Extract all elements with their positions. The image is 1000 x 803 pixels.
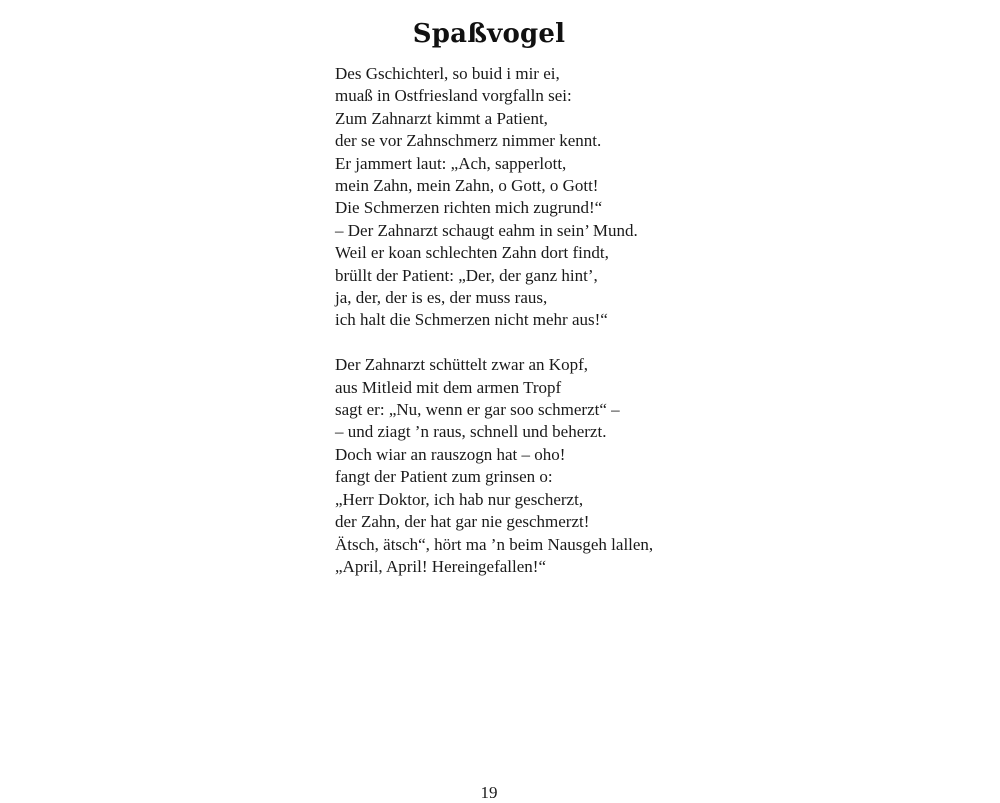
poem-line: Der Zahnarzt schüttelt zwar an Kopf, bbox=[335, 355, 588, 375]
poem-stanza-1 bbox=[335, 63, 735, 332]
poem-line: Ätsch, ätsch“, hört ma ’n beim Nausgeh lallen, bbox=[335, 534, 654, 554]
page-number: 19 bbox=[480, 783, 498, 802]
poem-line: „April, April! Hereingefallen!“ bbox=[335, 556, 546, 576]
poem-line: der se vor Zahnschmerz nimmer kennt. bbox=[335, 131, 602, 151]
poem-body bbox=[335, 63, 735, 578]
poem-line: Des Gschichterl, so buid i mir ei, bbox=[335, 64, 560, 83]
poem-line: – Der Zahnarzt schaugt eahm in sein’ Mund. bbox=[335, 220, 638, 240]
poem-line: Die Schmerzen richten mich zugrund!“ bbox=[335, 198, 603, 218]
poem-line: aus Mitleid mit dem armen Tropf bbox=[335, 377, 562, 397]
poem-line: muaß in Ostfriesland vorgfalln sei: bbox=[335, 86, 572, 106]
poem-stanza-2 bbox=[335, 354, 735, 578]
poem-line: mein Zahn, mein Zahn, o Gott, o Gott! bbox=[335, 176, 599, 196]
poem-line: der Zahn, der hat gar nie geschmerzt! bbox=[335, 512, 590, 532]
poem-line: brüllt der Patient: „Der, der ganz hint’, bbox=[335, 265, 598, 285]
poem-line: – und ziagt ’n raus, schnell und beherzt. bbox=[335, 422, 607, 442]
poem-line: ich halt die Schmerzen nicht mehr aus!“ bbox=[335, 310, 608, 330]
poem-line: „Herr Doktor, ich hab nur gescherzt, bbox=[335, 489, 584, 509]
poem-line: sagt er: „Nu, wenn er gar soo schmerzt“ – bbox=[335, 400, 620, 420]
poem-line: ja, der, der is es, der muss raus, bbox=[335, 288, 548, 308]
poem-line: Er jammert laut: „Ach, sapperlott, bbox=[335, 153, 567, 173]
poem-line: Weil er koan schlechten Zahn dort findt, bbox=[335, 243, 609, 263]
page-title: Spaßvogel bbox=[412, 19, 566, 50]
poem-line: Doch wiar an rauszogn hat – oho! bbox=[335, 444, 566, 464]
poem-line: fangt der Patient zum grinsen o: bbox=[335, 467, 553, 487]
poem-line: Zum Zahnarzt kimmt a Patient, bbox=[335, 108, 548, 128]
